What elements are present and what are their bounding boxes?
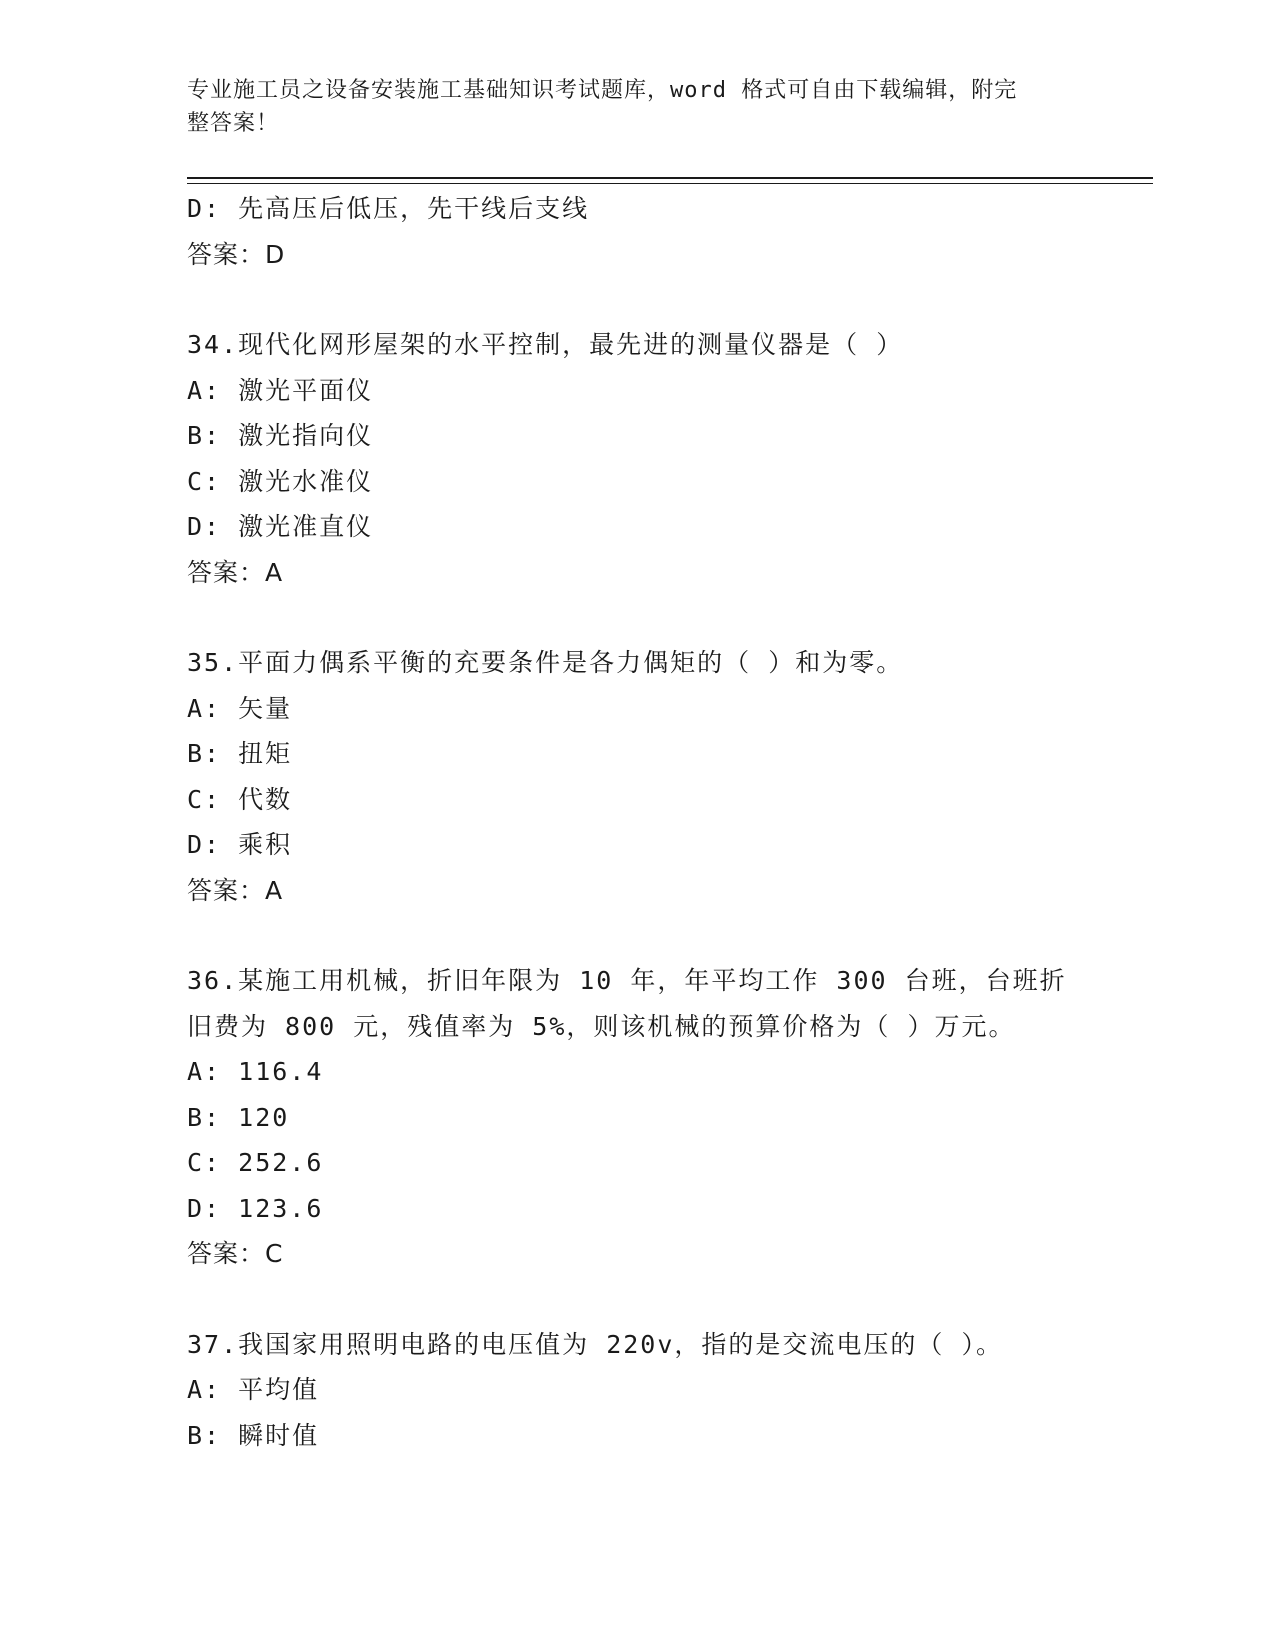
header-divider-thin xyxy=(187,183,1153,184)
question-stem: 35.平面力偶系平衡的充要条件是各力偶矩的（ ）和为零。 xyxy=(187,648,904,677)
question-stem: 37.我国家用照明电路的电压值为 220v，指的是交流电压的（ ）。 xyxy=(187,1329,1003,1359)
question-37 xyxy=(187,1322,1087,1459)
option-a: A: 激光平面仪 xyxy=(187,375,374,405)
spacer xyxy=(187,595,1087,640)
option-c: C: 252.6 xyxy=(187,1148,324,1177)
answer-line: 答案：D xyxy=(187,239,286,269)
header-title-line1: 专业施工员之设备安装施工基础知识考试题库，word 格式可自由下载编辑，附完 xyxy=(187,78,1018,103)
option-a: A: 116.4 xyxy=(187,1057,324,1086)
option-b: B: 瞬时值 xyxy=(187,1420,320,1450)
option-d: D: 激光准直仪 xyxy=(187,512,374,541)
option-a: A: 平均值 xyxy=(187,1375,320,1404)
question-34 xyxy=(187,322,1087,595)
question-35 xyxy=(187,640,1087,913)
spacer xyxy=(187,913,1087,958)
question-stem-line2: 旧费为 800 元，残值率为 5%，则该机械的预算价格为（ ）万元。 xyxy=(187,1011,1016,1041)
option-a: A: 矢量 xyxy=(187,693,293,723)
option-c: C: 代数 xyxy=(187,784,293,814)
question-36 xyxy=(187,958,1087,1277)
question-stem: 34.现代化网形屋架的水平控制，最先进的测量仪器是（ ） xyxy=(187,330,904,359)
option-b: B: 120 xyxy=(187,1102,290,1132)
option-d: D: 先高压后低压，先干线后支线 xyxy=(187,194,590,223)
header-title-line2: 整答案！ xyxy=(187,111,280,136)
option-b: B: 扭矩 xyxy=(187,739,293,768)
option-d: D: 123.6 xyxy=(187,1193,324,1223)
answer-line: 答案：C xyxy=(187,1239,284,1268)
document-header xyxy=(187,74,1067,140)
spacer xyxy=(187,277,1087,322)
answer-line: 答案：A xyxy=(187,557,284,587)
option-d: D: 乘积 xyxy=(187,830,293,859)
option-b: B: 激光指向仪 xyxy=(187,421,374,450)
spacer xyxy=(187,1277,1087,1322)
header-divider-thick xyxy=(187,177,1153,179)
answer-line: 答案：A xyxy=(187,875,284,905)
option-c: C: 激光水准仪 xyxy=(187,466,374,496)
question-stem-line1: 36.某施工用机械，折旧年限为 10 年，年平均工作 300 台班，台班折 xyxy=(187,966,1067,995)
question-list xyxy=(187,186,1087,1458)
